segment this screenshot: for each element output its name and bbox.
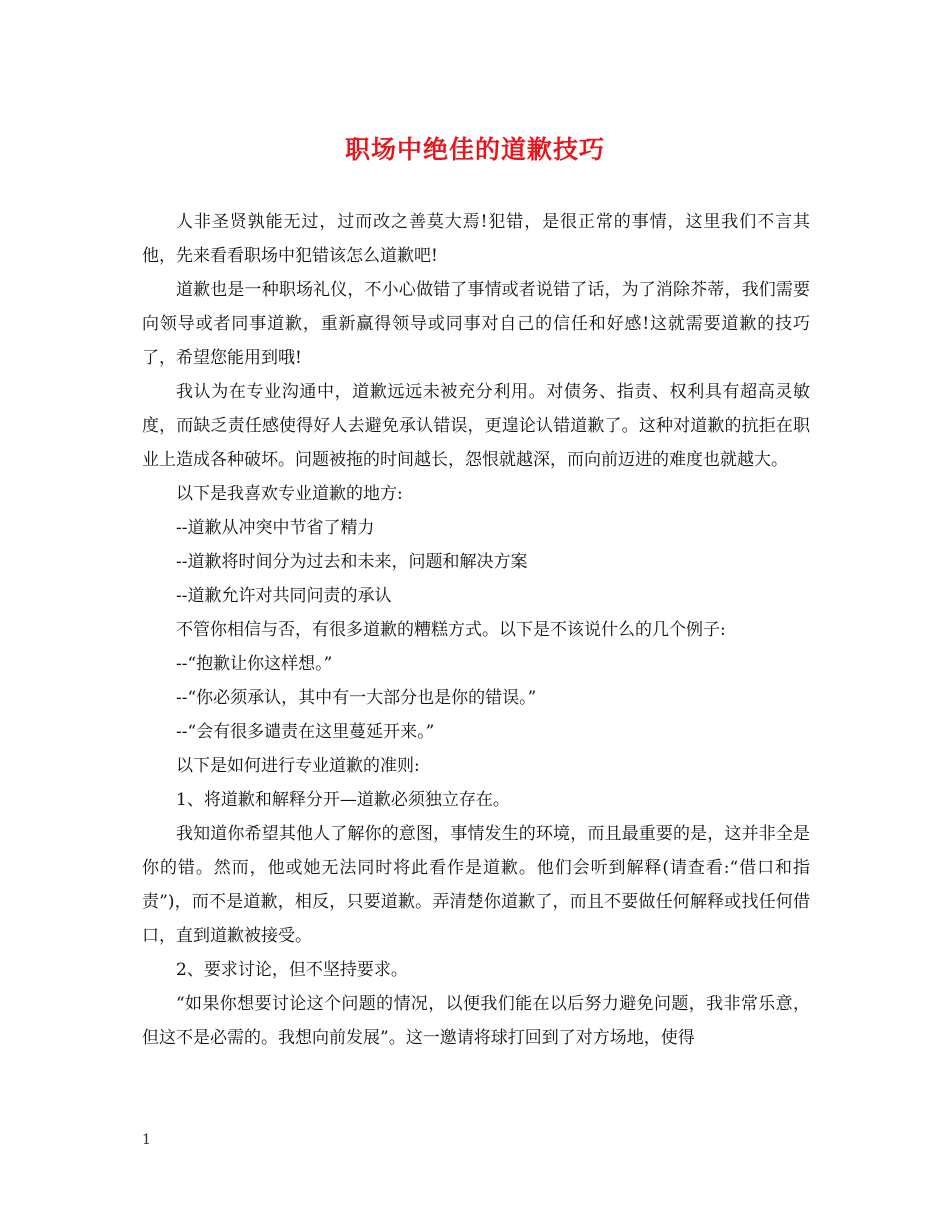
paragraph: 我认为在专业沟通中，道歉远远未被充分利用。对债务、指责、权利具有超高灵敏度，而缺乏责任感使得好人去避免承认错误，更遑论认错道歉了。这种对道歉的抗拒在职业上造成各种破坏。问题被拖的时间越长，怨恨就越深，而向前迈进的难度也就越大。: [142, 382, 810, 470]
paragraph: 以下是如何进行专业道歉的准则:: [176, 756, 420, 776]
document-title: 职场中绝佳的道歉技巧: [344, 135, 605, 164]
paragraph: 以下是我喜欢专业道歉的地方:: [176, 484, 403, 504]
paragraph: 道歉也是一种职场礼仪，不小心做错了事情或者说错了话，为了消除芥蒂，我们需要向领导或者同事道歉，重新赢得领导或同事对自己的信任和好感!这就需要道歉的技巧了，希望您能用到哦!: [142, 280, 810, 368]
document-body: [142, 205, 810, 1055]
list-item: --道歉将时间分为过去和未来，问题和解决方案: [176, 552, 528, 572]
page-number: 1: [142, 1132, 151, 1148]
section-heading: 1、将道歉和解释分开—道歉必须独立存在。: [176, 790, 510, 810]
section-heading: 2、要求讨论，但不坚持要求。: [176, 960, 408, 980]
paragraph: “如果你想要讨论这个问题的情况，以便我们能在以后努力避免问题，我非常乐意，但这不是必需的。我想向前发展”。这一邀请将球打回到了对方场地，使得: [142, 994, 810, 1048]
list-item: --“你必须承认，其中有一大部分也是你的错误。”: [176, 688, 537, 708]
list-item: --“会有很多谴责在这里蔓延开来。”: [176, 722, 435, 742]
paragraph: 我知道你希望其他人了解你的意图，事情发生的环境，而且最重要的是，这并非全是你的错。然而，他或她无法同时将此看作是道歉。他们会听到解释(请查看:“借口和指责”)，而不是道歉，相反，只要道歉。弄清楚你道歉了，而且不要做任何解释或找任何借口，直到道歉被接受。: [142, 824, 810, 946]
list-item: --道歉从冲突中节省了精力: [176, 518, 375, 538]
paragraph: 人非圣贤孰能无过，过而改之善莫大焉!犯错，是很正常的事情，这里我们不言其他，先来看看职场中犯错该怎么道歉吧!: [142, 212, 810, 266]
list-item: --“抱歉让你这样想。”: [176, 654, 333, 674]
list-item: --道歉允许对共同问责的承认: [176, 586, 392, 606]
paragraph: 不管你相信与否，有很多道歉的糟糕方式。以下是不该说什么的几个例子:: [176, 620, 726, 640]
